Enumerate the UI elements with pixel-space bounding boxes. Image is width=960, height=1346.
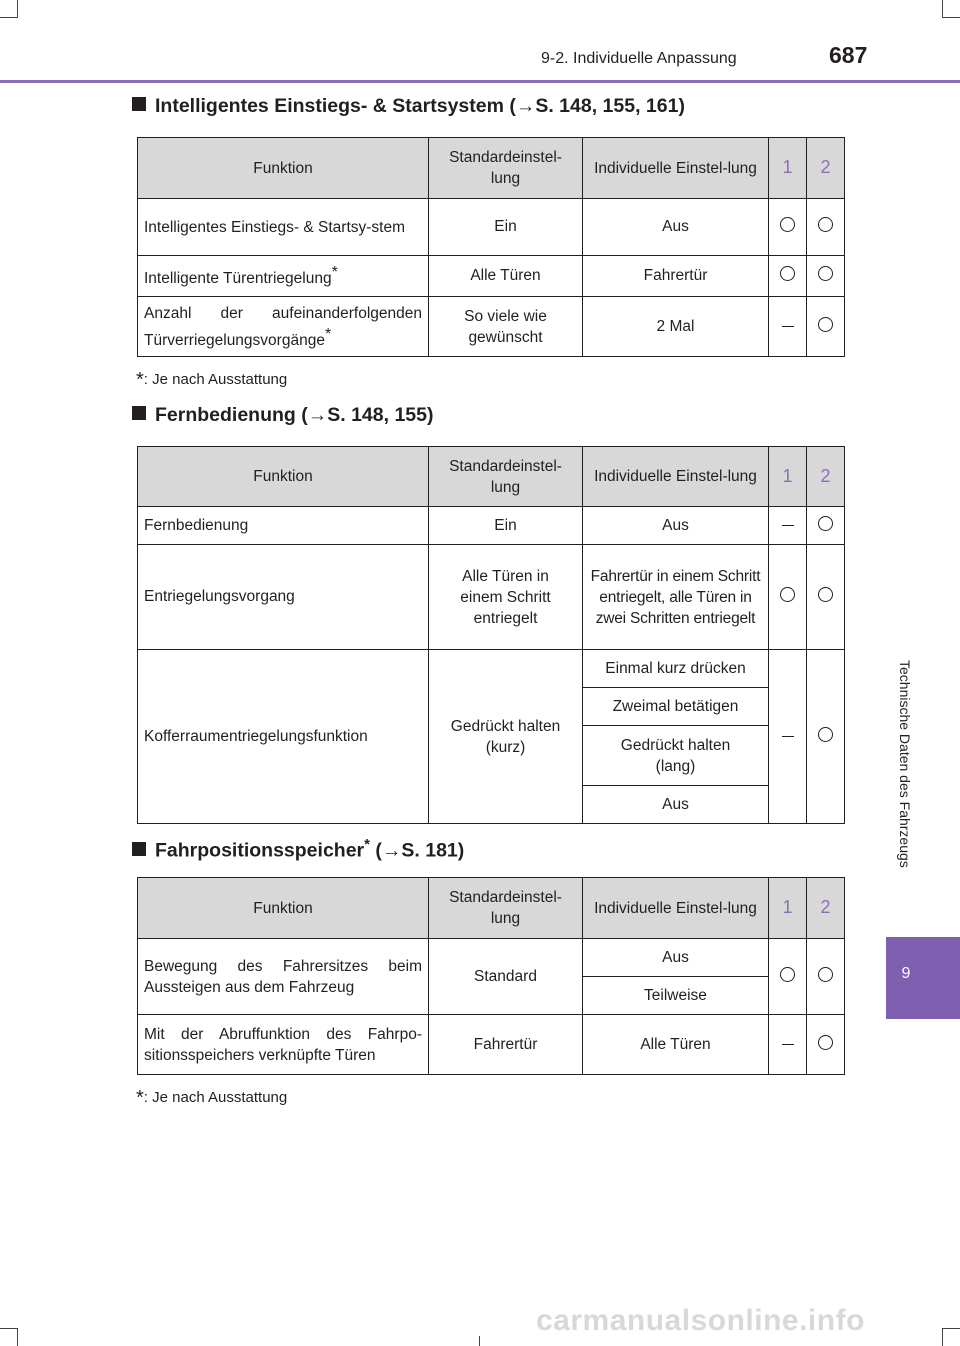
circle-icon	[818, 967, 833, 982]
col-default: Standardeinstel-lung	[429, 138, 583, 199]
col-mark-2: 2	[807, 447, 845, 507]
crop-mark	[942, 17, 960, 18]
crop-mark	[0, 17, 18, 18]
dash-icon	[782, 1044, 794, 1046]
settings-table	[137, 877, 845, 1075]
chapter-side-title: Technische Daten des Fahrzeugs	[897, 660, 913, 868]
footnote: *: Je nach Ausstattung	[136, 1087, 288, 1109]
table-header-row	[138, 138, 845, 199]
crop-mark	[942, 1328, 943, 1346]
footnote: *: Je nach Ausstattung	[136, 369, 288, 391]
circle-icon	[818, 217, 833, 232]
dash-icon	[782, 525, 794, 527]
watermark: carmanualsonline.info	[536, 1304, 865, 1337]
col-custom: Individuelle Einstel-lung	[583, 447, 769, 507]
circle-icon	[818, 727, 833, 742]
table-row: Entriegelungsvorgang Alle Türen in einem Schritt entriegelt Fahrertür in einem Schritt entriegelt, alle Türen in zwei Schritten entriegelt	[138, 545, 845, 650]
col-mark-2: 2	[807, 138, 845, 199]
circle-icon	[780, 587, 795, 602]
col-function: Funktion	[138, 878, 429, 939]
chapter-number: 9	[901, 965, 911, 982]
dash-icon	[782, 736, 794, 738]
dash-icon	[782, 326, 794, 328]
col-mark-1: 1	[769, 138, 807, 199]
settings-table	[137, 137, 845, 357]
header-rule	[0, 80, 960, 83]
section-heading: Fahrpositionsspeicher* (→S. 181)	[132, 836, 464, 863]
circle-icon	[780, 266, 795, 281]
table-row: Mit der Abruffunktion des Fahrpo-sitionsspeichers verknüpfte Türen Fahrertür Alle Türen	[138, 1015, 845, 1075]
table-row: Intelligente Türentriegelung* Alle Türen Fahrertür	[138, 256, 845, 297]
circle-icon	[818, 516, 833, 531]
circle-icon	[780, 217, 795, 232]
running-header: 9-2. Individuelle Anpassung	[541, 50, 737, 67]
table-row: Kofferraumentriegelungsfunktion Gedrückt halten (kurz) Einmal kurz drücken	[138, 650, 845, 688]
table-row: Bewegung des Fahrersitzes beim Aussteigen aus dem Fahrzeug Standard Aus	[138, 939, 845, 977]
circle-icon	[818, 587, 833, 602]
table-row: Gedrückt halten (lang)	[138, 726, 845, 786]
table-row: Intelligentes Einstiegs- & Startsy-stem Ein Aus	[138, 199, 845, 256]
page-number: 687	[829, 42, 868, 68]
settings-table	[137, 446, 845, 824]
circle-icon	[780, 967, 795, 982]
section-heading: Fernbedienung (→S. 148, 155)	[132, 404, 433, 427]
col-function: Funktion	[138, 447, 429, 507]
circle-icon	[818, 266, 833, 281]
table-row: Zweimal betätigen	[138, 688, 845, 726]
circle-icon	[818, 317, 833, 332]
crop-mark	[479, 1336, 480, 1346]
col-mark-1: 1	[769, 447, 807, 507]
table-row: Anzahl der aufeinanderfolgenden Türverriegelungsvorgänge* So viele wie gewünscht 2 Mal	[138, 297, 845, 357]
col-default: Standardeinstel-lung	[429, 878, 583, 939]
col-mark-1: 1	[769, 878, 807, 939]
chapter-tab	[886, 937, 960, 1019]
table-row: Fernbedienung Ein Aus	[138, 507, 845, 545]
col-mark-2: 2	[807, 878, 845, 939]
section-heading: Intelligentes Einstiegs- & Startsystem (→S. 148, 155, 161)	[132, 95, 685, 118]
col-function: Funktion	[138, 138, 429, 199]
crop-mark	[942, 1328, 960, 1329]
circle-icon	[818, 1035, 833, 1050]
square-bullet-icon	[132, 406, 146, 420]
col-custom: Individuelle Einstel-lung	[583, 878, 769, 939]
table-header-row	[138, 447, 845, 507]
col-default: Standardeinstel-lung	[429, 447, 583, 507]
square-bullet-icon	[132, 97, 146, 111]
table-row: Aus	[138, 786, 845, 824]
crop-mark	[17, 0, 18, 18]
crop-mark	[17, 1328, 18, 1346]
table-header-row	[138, 878, 845, 939]
col-custom: Individuelle Einstel-lung	[583, 138, 769, 199]
square-bullet-icon	[132, 842, 146, 856]
crop-mark	[0, 1328, 18, 1329]
crop-mark	[942, 0, 943, 18]
table-row: Teilweise	[138, 977, 845, 1015]
